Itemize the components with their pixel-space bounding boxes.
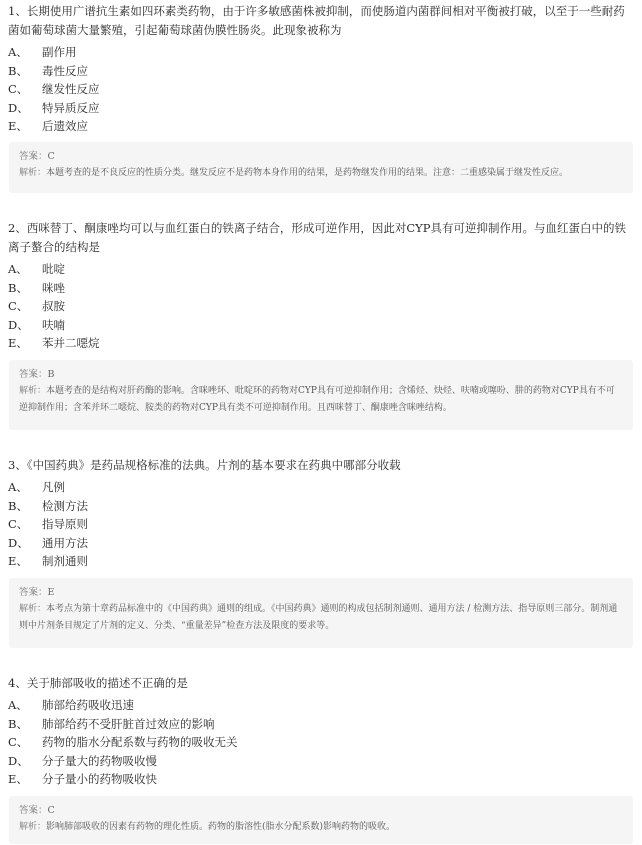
answer-value: C <box>47 151 55 162</box>
answer-line: 答案：B <box>19 369 55 380</box>
explanation-text: 本题考查的是结构对肝药酶的影响。含咪唑环、吡啶环的药物对CYP具有可逆抑制作用；含烯烃、炔烃、呋喃或噻吩、肼的药物对CYP具有不可逆抑制作用；含苯并环二噁烷、胺类的药物对CYP具有类不可逆抑制作用。且西咪替丁、酮康唑含咪唑结构。 <box>19 386 615 413</box>
explanation-line: 解析：影响肺部吸收的因素有药物的理化性质。药物的脂溶性(脂水分配系数)影响药物的吸收。 <box>19 822 396 832</box>
option-d[interactable]: D、 通用方法 <box>8 535 88 550</box>
option-e[interactable]: E、 分子量小的药物吸收快 <box>8 772 157 786</box>
answer-panel-1 <box>9 142 633 193</box>
question-4 <box>8 674 634 789</box>
answer-panel-2 <box>9 360 633 430</box>
options-list <box>8 478 634 571</box>
option-d[interactable]: D、 特异质反应 <box>8 100 100 115</box>
option-d[interactable]: D、 分子量大的药物吸收慢 <box>8 753 157 768</box>
question-stem: 2、西咪替丁、酮康唑均可以与血红蛋白的铁离子结合，形成可逆作用，因此对CYP具有可逆抑制作用。与血红蛋白中的铁离子螯合的结构是 <box>8 221 626 254</box>
option-c[interactable]: C、 药物的脂水分配系数与药物的吸收无关 <box>8 735 238 749</box>
answer-panel-4 <box>9 796 633 844</box>
answer-value: E <box>47 587 55 598</box>
explanation-line: 解析：本题考查的是不良反应的性质分类。继发反应不是药物本身作用的结果，是药物继发作用的结果。注意：二重感染属于继发性反应。 <box>19 168 569 178</box>
answer-panel-3 <box>9 578 633 648</box>
options-list <box>8 260 634 353</box>
option-b[interactable]: B、 咪唑 <box>8 280 65 295</box>
option-a[interactable]: A、 副作用 <box>8 45 77 59</box>
options-list <box>8 43 634 136</box>
option-b[interactable]: B、 毒性反应 <box>8 63 88 78</box>
option-b[interactable]: B、 肺部给药不受肝脏首过效应的影响 <box>8 716 215 731</box>
question-3 <box>8 456 634 571</box>
option-e[interactable]: E、 后遗效应 <box>8 119 88 133</box>
explanation-line: 解析：本题考查的是结构对肝药酶的影响。含咪唑环、吡啶环的药物对CYP具有可逆抑制作用；含烯烃、炔烃、呋喃或噻吩、肼的药物对CYP具有不可逆抑制作用；含苯并环二噁烷、胺类的药物对CYP具有类不可逆抑制作用。且西咪替丁、酮康唑含咪唑结构。 <box>19 386 615 413</box>
options-list <box>8 696 634 789</box>
option-c[interactable]: C、 叔胺 <box>8 299 65 313</box>
option-a[interactable]: A、 凡例 <box>8 480 65 494</box>
explanation-line: 解析：本考点为第十章药品标准中的《中国药典》通则的组成。《中国药典》通则的构成包括制剂通则、通用方法 / 检测方法、指导原则三部分。制剂通则中片剂条目规定了片剂的定义、分类、“重量差异”检查方法及限度的要求等。 <box>19 604 618 631</box>
answer-line: 答案：C <box>19 805 55 816</box>
question-2 <box>8 219 634 353</box>
explanation-text: 本考点为第十章药品标准中的《中国药典》通则的组成。《中国药典》通则的构成包括制剂通则、通用方法 / 检测方法、指导原则三部分。制剂通则中片剂条目规定了片剂的定义、分类、“重量差异”检查方法及限度的要求等。 <box>19 604 618 631</box>
option-c[interactable]: C、 继发性反应 <box>8 82 100 96</box>
question-stem: 1、长期使用广谱抗生素如四环素类药物，由于许多敏感菌株被抑制，而使肠道内菌群间相对平衡被打破，以至于一些耐药菌如葡萄球菌大量繁殖，引起葡萄球菌伪膜性肠炎。此现象被称为 <box>8 4 625 37</box>
option-a[interactable]: A、 吡啶 <box>8 262 65 276</box>
option-b[interactable]: B、 检测方法 <box>8 498 88 513</box>
question-stem: 4、关于肺部吸收的描述不正确的是 <box>8 676 188 690</box>
answer-line: 答案：C <box>19 151 55 162</box>
option-d[interactable]: D、 呋喃 <box>8 317 65 332</box>
option-e[interactable]: E、 苯并二噁烷 <box>8 336 100 350</box>
option-e[interactable]: E、 制剂通则 <box>8 554 88 568</box>
answer-value: C <box>47 805 55 816</box>
option-c[interactable]: C、 指导原则 <box>8 517 88 531</box>
answer-value: B <box>47 369 55 380</box>
option-a[interactable]: A、 肺部给药吸收迅速 <box>8 698 134 712</box>
explanation-text: 本题考查的是不良反应的性质分类。继发反应不是药物本身作用的结果，是药物继发作用的结果。注意：二重感染属于继发性反应。 <box>46 168 569 178</box>
answer-line: 答案：E <box>19 587 55 598</box>
question-1 <box>8 2 634 136</box>
question-stem: 3、《中国药典》是药品规格标准的法典。片剂的基本要求在药典中哪部分收载 <box>8 458 401 472</box>
explanation-text: 影响肺部吸收的因素有药物的理化性质。药物的脂溶性(脂水分配系数)影响药物的吸收。 <box>46 822 396 832</box>
